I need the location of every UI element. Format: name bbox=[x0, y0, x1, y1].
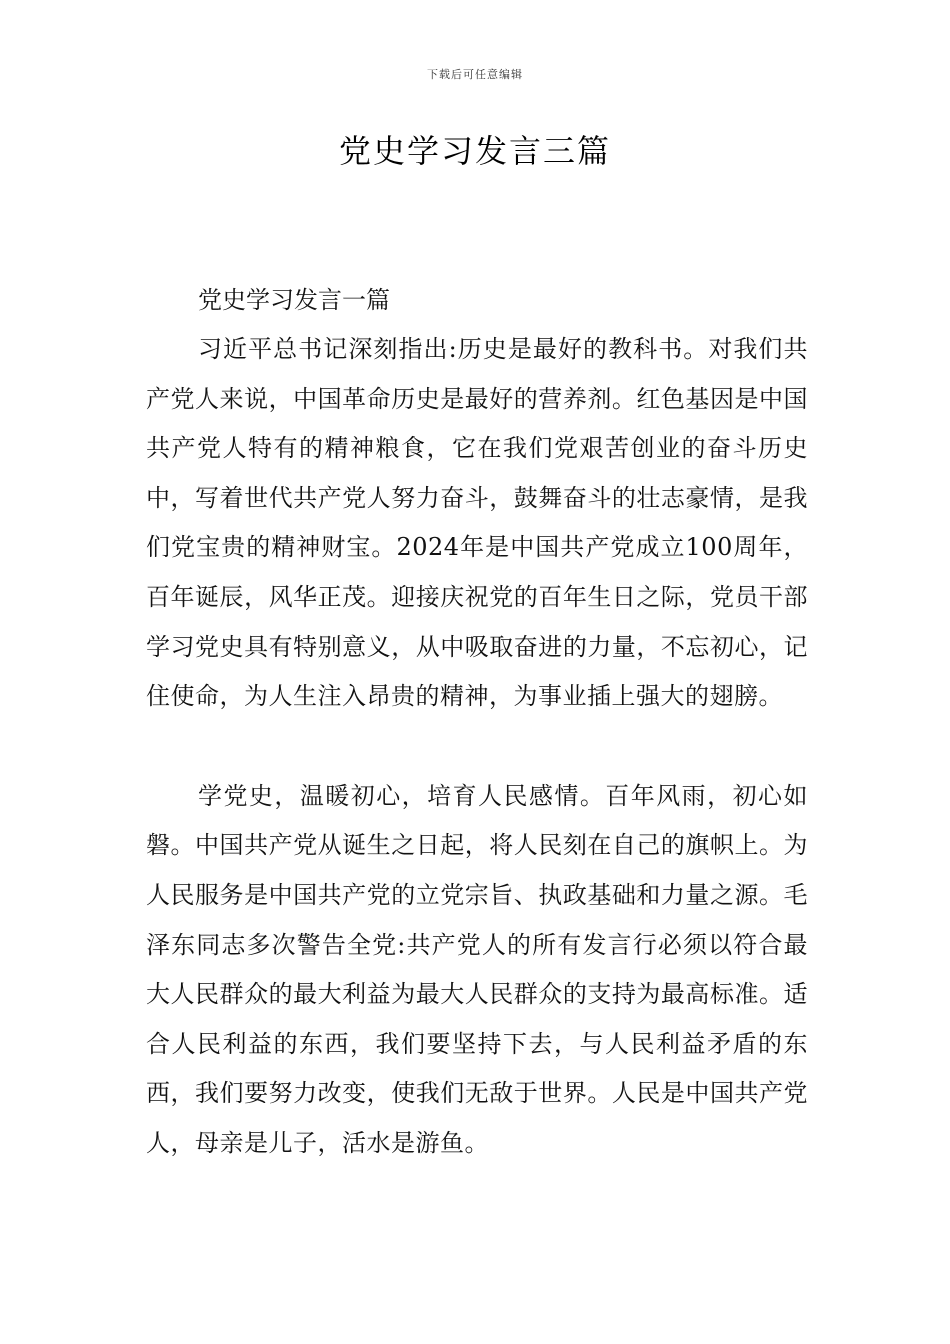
paragraph-2: 学党史，温暖初心，培育人民感情。百年风雨，初心如磐。中国共产党从诞生之日起，将人民刻在自己的旗帜上。为人民服务是中国共产党的立党宗旨、执政基础和力量之源。毛泽东同志多次警告全党:共产党人的所有发言行必须以符合最大人民群众的最大利益为最大人民群众的支持为最高标准。适合人民利益的东西，我们要坚持下去，与人民利益矛盾的东西，我们要努力改变，使我们无敌于世界。人民是中国共产党人，母亲是儿子，活水是游鱼。 bbox=[146, 781, 808, 1157]
header-note: 下载后可任意编辑 bbox=[427, 68, 523, 81]
document-title: 党史学习发言三篇 bbox=[338, 132, 611, 170]
section-heading: 党史学习发言一篇 bbox=[198, 286, 390, 314]
paragraph-1: 习近平总书记深刻指出:历史是最好的教科书。对我们共产党人来说，中国革命历史是最好的营养剂。红色基因是中国共产党人特有的精神粮食，它在我们党艰苦创业的奋斗历史中，写着世代共产党人努力奋斗，鼓舞奋斗的壮志豪情，是我们党宝贵的精神财宝。2024年是中国共产党成立100周年，百年诞辰，风华正茂。迎接庆祝党的百年生日之际，党员干部学习党史具有特别意义，从中吸取奋进的力量，不忘初心，记住使命，为人生注入昂贵的精神，为事业插上强大的翅膀。 bbox=[146, 335, 808, 711]
document-body bbox=[146, 276, 808, 1169]
